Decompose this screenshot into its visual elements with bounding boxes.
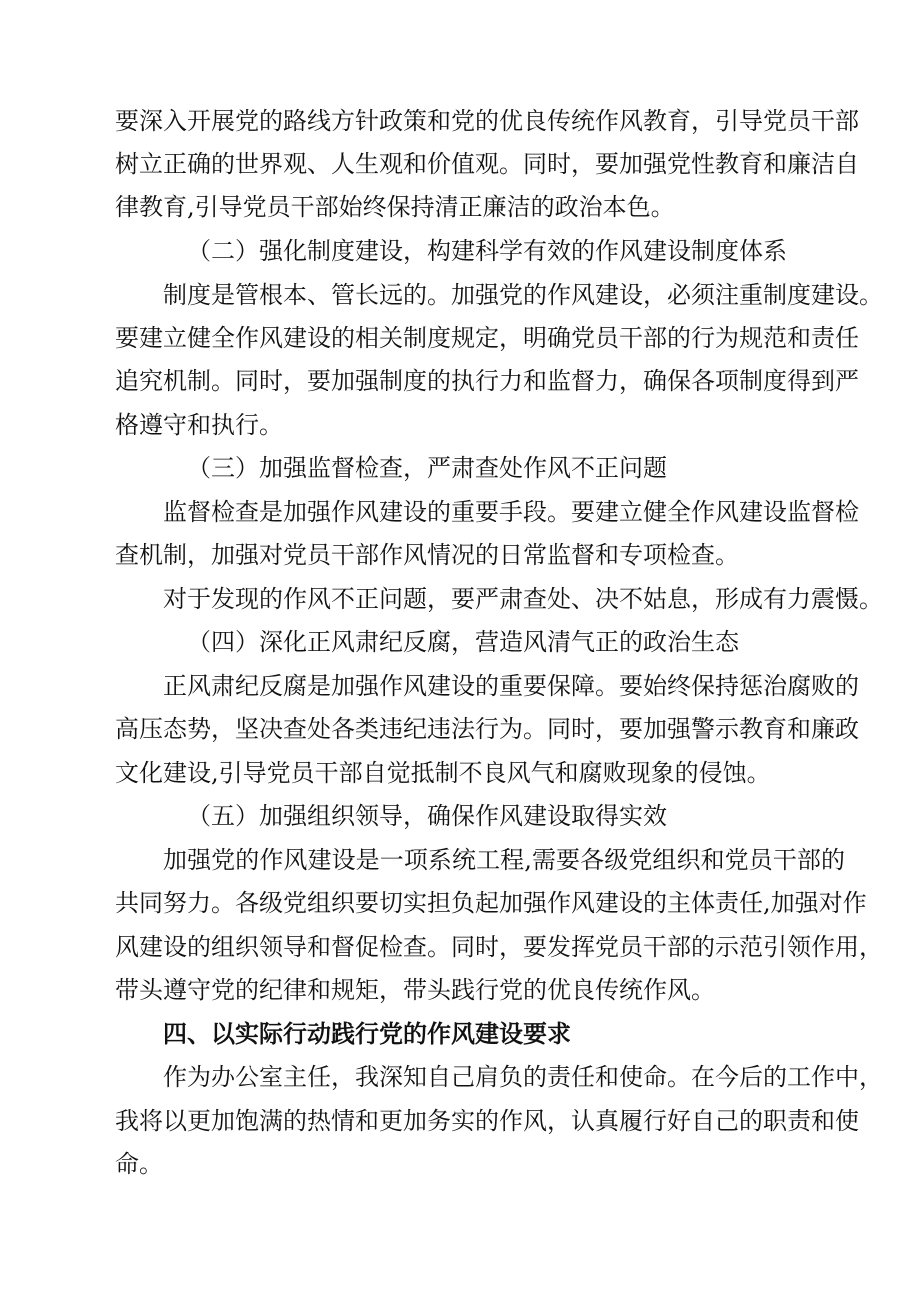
body-line: 树立正确的世界观、人生观和价值观。同时，要加强党性教育和廉洁自 (115, 150, 859, 178)
body-line: 制度是管根本、管长远的。加强党的作风建设，必须注重制度建设。 (163, 281, 883, 309)
body-line: 正风肃纪反腐是加强作风建设的重要保障。要始终保持惩治腐败的 (163, 672, 859, 700)
body-line: 作为办公室主任，我深知自己肩负的责任和使命。在今后的工作中， (163, 1063, 883, 1091)
body-line: 查机制，加强对党员干部作风情况的日常监督和专项检查。 (115, 541, 739, 569)
body-line: 文化建设,引导党员干部自觉抵制不良风气和腐败现象的侵蚀。 (115, 759, 771, 787)
body-line: 带头遵守党的纪律和规矩，带头践行党的优良传统作风。 (115, 976, 715, 1004)
body-line: 追究机制。同时，要加强制度的执行力和监督力，确保各项制度得到严 (115, 367, 859, 395)
body-line: 共同努力。各级党组织要切实担负起加强作风建设的主体责任,加强对作 (115, 889, 867, 917)
body-line: 加强党的作风建设是一项系统工程,需要各级党组织和党员干部的 (163, 846, 845, 874)
body-line: 命。 (115, 1150, 163, 1178)
section-subheading: （五）加强组织领导，确保作风建设取得实效 (187, 802, 667, 830)
body-line: 格遵守和执行。 (115, 411, 283, 439)
section-subheading: （二）强化制度建设，构建科学有效的作风建设制度体系 (187, 237, 787, 265)
body-line: 对于发现的作风不正问题，要严肃查处、决不姑息，形成有力震慑。 (163, 585, 883, 613)
body-line: 风建设的组织领导和督促检查。同时，要发挥党员干部的示范引领作用， (115, 933, 883, 961)
section-subheading: （四）深化正风肃纪反腐，营造风清气正的政治生态 (187, 628, 739, 656)
body-line: 监督检查是加强作风建设的重要手段。要建立健全作风建设监督检 (163, 498, 859, 526)
body-line: 我将以更加饱满的热情和更加务实的作风，认真履行好自己的职责和使 (115, 1107, 859, 1135)
section-heading: 四、以实际行动践行党的作风建设要求 (163, 1019, 571, 1048)
body-line: 律教育,引导党员干部始终保持清正廉洁的政治本色。 (115, 193, 675, 221)
body-line: 高压态势，坚决查处各类违纪违法行为。同时，要加强警示教育和廉政 (115, 715, 859, 743)
body-line: 要建立健全作风建设的相关制度规定，明确党员干部的行为规范和责任 (115, 324, 859, 352)
section-subheading: （三）加强监督检查，严肃查处作风不正问题 (187, 454, 667, 482)
body-line: 要深入开展党的路线方针政策和党的优良传统作风教育，引导党员干部 (115, 107, 859, 135)
